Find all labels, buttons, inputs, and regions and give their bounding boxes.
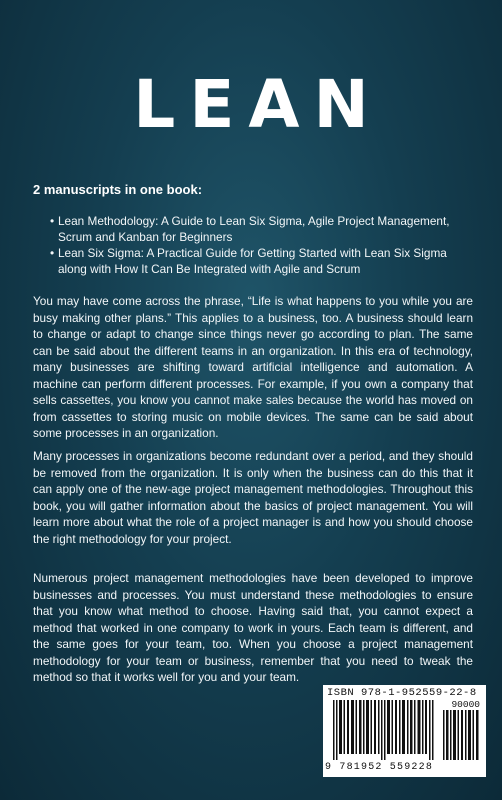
addon-barcode-icon: [443, 710, 481, 760]
barcode-digits: 9 781952 559228: [325, 762, 434, 773]
manuscript-list: [50, 213, 470, 277]
body-paragraph-2: Many processes in organizations become redundant over a period, and they should be removed from the organization. It is only when the business can do this that it can apply one of the new-age project management methodologies. Throughout this book, you will gather information about the basics of project management. You will learn more about what the role of a project manager is and how you should choose the right methodology for your project.: [33, 449, 473, 546]
intro-heading: 2 manuscripts in one book:: [33, 182, 203, 197]
body-paragraph-3: Numerous project management methodologies have been developed to improve businesses and processes. You must understand these methodologies to ensure that you know what method to choose. Having said that, you cannot expect a method that worked in one company to work in yours. Each team is different, and the same goes for your team, too. When you choose a project management methodology for your team or business, remember that you need to tweak the method so that it works well for you and your team.: [33, 571, 473, 684]
book-title: LEAN: [133, 66, 383, 143]
manuscript-item: • Lean Methodology: A Guide to Lean Six Sigma, Agile Project Management, Scrum and Kanban for Beginners: [50, 213, 470, 245]
manuscript-item: • Lean Six Sigma: A Practical Guide for Getting Started with Lean Six Sigma along with How It Can Be Integrated with Agile and Scrum: [50, 245, 470, 277]
price-code: 90000: [451, 699, 480, 710]
body-paragraph-1: You may have come across the phrase, “Life is what happens to you while you are busy making other plans.” This applies to a business, too. A business should learn to change or adapt to change since things never go according to plan. The same can be said about the different teams in an organization. In this era of technology, many businesses are shifting toward artificial intelligence and automation. A machine can perform different processes. For example, if you own a company that sells cassettes, you know you cannot make sales because the world has moved on from cassettes to storing music on mobile devices. The same can be said about some processes in an organization.: [33, 294, 473, 440]
isbn-barcode: [323, 685, 486, 777]
isbn-number: ISBN 978-1-952559-22-8: [327, 687, 477, 699]
barcode-bars-icon: [333, 700, 435, 760]
